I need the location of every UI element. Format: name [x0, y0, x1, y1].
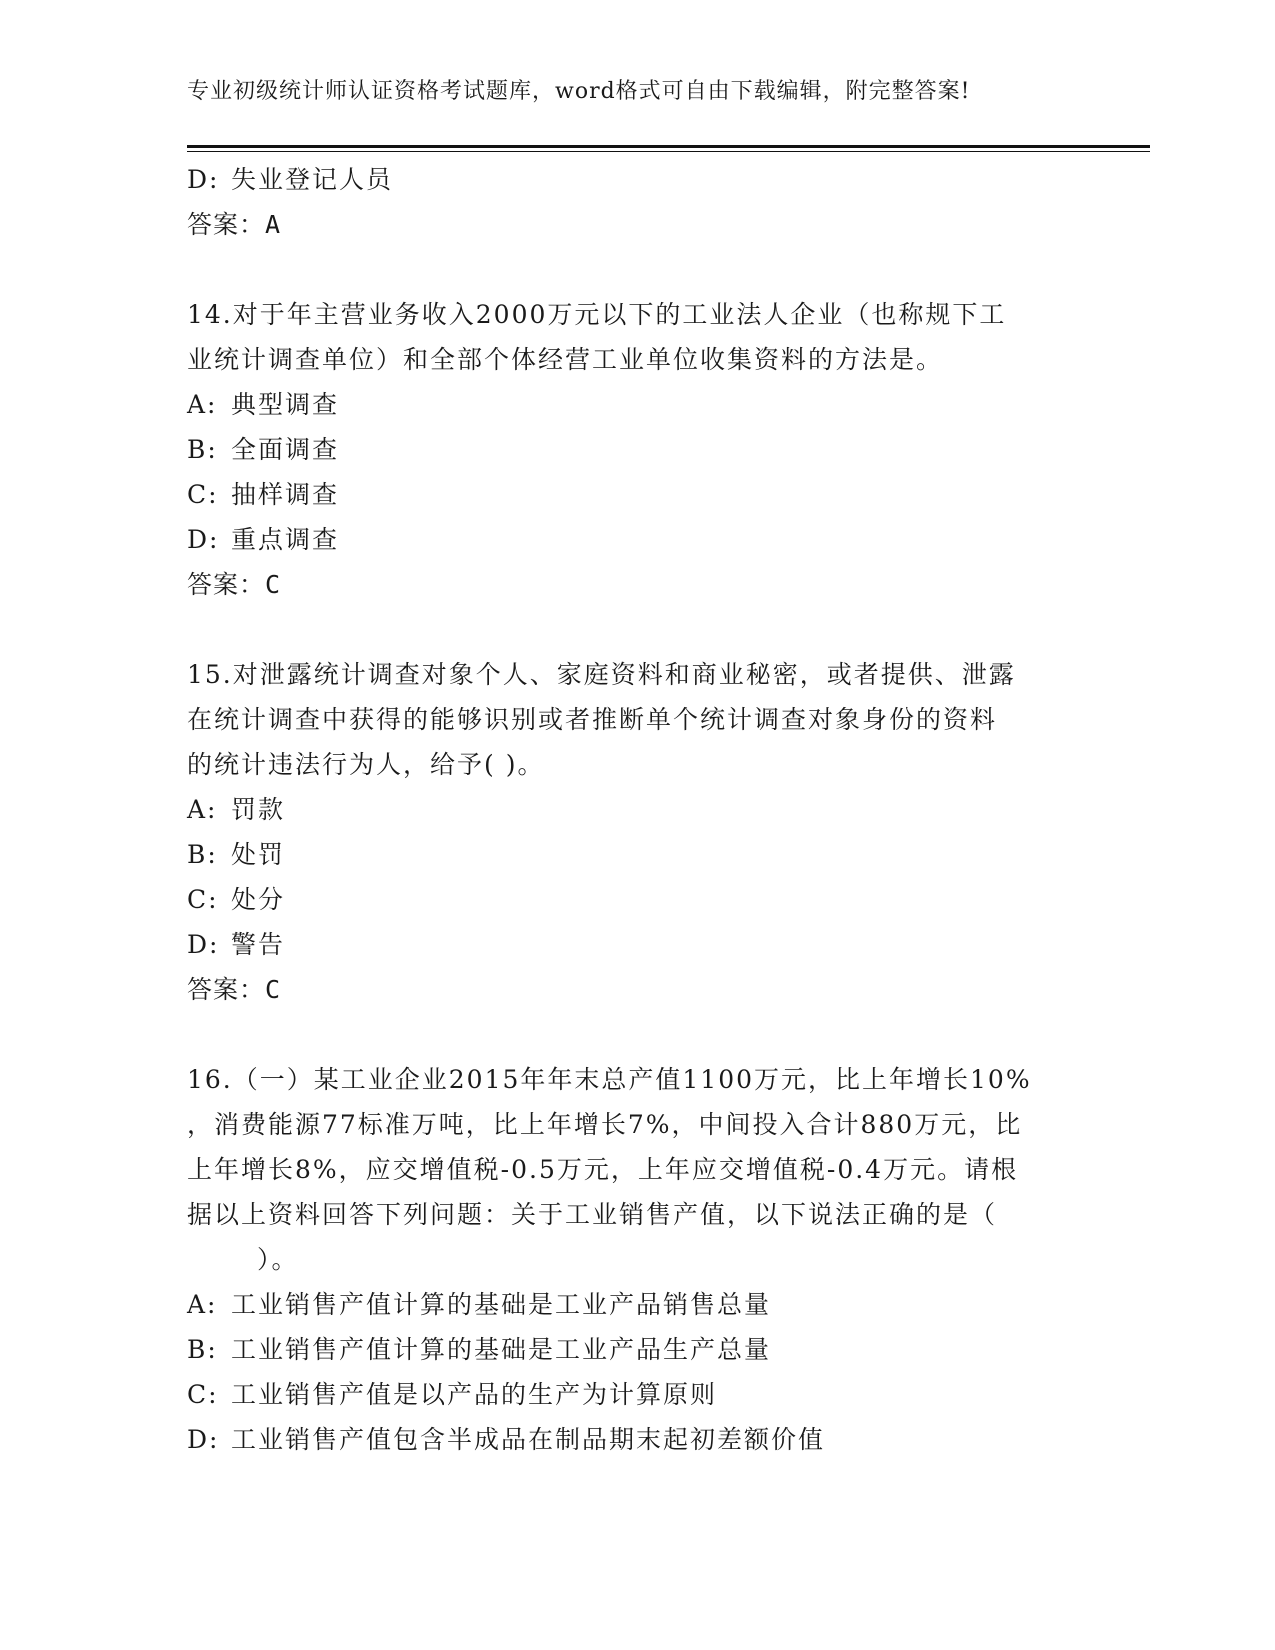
option-text: 罚款	[231, 795, 286, 824]
question-list	[187, 157, 1087, 1462]
option-c	[187, 1372, 1087, 1417]
block-gap	[187, 1012, 1087, 1057]
option-d	[187, 517, 1087, 562]
option-a	[187, 382, 1087, 427]
option-label: D:	[187, 525, 220, 554]
header-rule-thick	[187, 145, 1150, 148]
option-text: 典型调查	[231, 390, 340, 419]
question-16	[187, 1057, 1087, 1462]
option-label: C:	[187, 885, 219, 914]
option-text: 工业销售产值包含半成品在制品期末起初差额价值	[231, 1425, 826, 1454]
option-text: 警告	[231, 930, 286, 959]
option-text: 工业销售产值是以产品的生产为计算原则	[231, 1380, 718, 1409]
question-stem-line: 16.（一）某工业企业2015年年末总产值1100万元，比上年增长10%	[187, 1065, 1032, 1094]
option-label: D:	[187, 930, 220, 959]
answer-line: 答案：A	[187, 210, 282, 239]
question-stem-line: 14.对于年主营业务收入2000万元以下的工业法人企业（也称规下工	[187, 300, 1007, 329]
question-stem-line: 业统计调查单位）和全部个体经营工业单位收集资料的方法是。	[187, 345, 944, 374]
option-a	[187, 1282, 1087, 1327]
option-c	[187, 877, 1087, 922]
option-label: A:	[187, 795, 218, 824]
question-13-tail	[187, 157, 1087, 247]
option-text: 处分	[231, 885, 286, 914]
block-gap	[187, 607, 1087, 652]
question-stem-line: ，消费能源77标准万吨，比上年增长7%，中间投入合计880万元，比	[187, 1110, 1023, 1139]
question-14	[187, 292, 1087, 607]
option-label: B:	[187, 1335, 218, 1364]
option-a	[187, 787, 1087, 832]
option-label: B:	[187, 840, 218, 869]
question-stem-line: 上年增长8%，应交增值税-0.5万元，上年应交增值税-0.4万元。请根	[187, 1155, 1019, 1184]
question-15	[187, 652, 1087, 1012]
option-label: A:	[187, 1290, 218, 1319]
option-text: 全面调查	[231, 435, 340, 464]
option-label: C:	[187, 480, 219, 509]
option-text: 处罚	[231, 840, 286, 869]
option-label: B:	[187, 435, 218, 464]
question-stem-line-end: ）。	[257, 1245, 299, 1274]
option-b	[187, 832, 1087, 877]
question-stem-line: 在统计调查中获得的能够识别或者推断单个统计调查对象身份的资料	[187, 705, 998, 734]
option-text: 重点调查	[231, 525, 340, 554]
option-c	[187, 472, 1087, 517]
page-header: 专业初级统计师认证资格考试题库，word格式可自由下载编辑，附完整答案!	[187, 79, 971, 104]
question-stem-line: 的统计违法行为人，给予( )。	[187, 750, 545, 779]
question-stem-line-blank	[187, 1237, 1087, 1282]
option-label: D:	[187, 165, 220, 194]
option-d	[187, 1417, 1087, 1462]
option-label: A:	[187, 390, 218, 419]
answer-line: 答案：C	[187, 975, 282, 1004]
option-text: 工业销售产值计算的基础是工业产品生产总量	[231, 1335, 772, 1364]
option-d	[187, 922, 1087, 967]
option-label: D:	[187, 1425, 220, 1454]
option-b	[187, 1327, 1087, 1372]
block-gap	[187, 247, 1087, 292]
option-b	[187, 427, 1087, 472]
option-text: 失业登记人员	[231, 165, 394, 194]
option-text: 抽样调查	[231, 480, 340, 509]
header-rule-thin	[187, 151, 1150, 152]
option-label: C:	[187, 1380, 219, 1409]
answer-line: 答案：C	[187, 570, 282, 599]
question-stem-line: 据以上资料回答下列问题：关于工业销售产值，以下说法正确的是（	[187, 1200, 998, 1229]
question-stem-line: 15.对泄露统计调查对象个人、家庭资料和商业秘密，或者提供、泄露	[187, 660, 1016, 689]
option-text: 工业销售产值计算的基础是工业产品销售总量	[231, 1290, 772, 1319]
option-d	[187, 157, 1087, 202]
